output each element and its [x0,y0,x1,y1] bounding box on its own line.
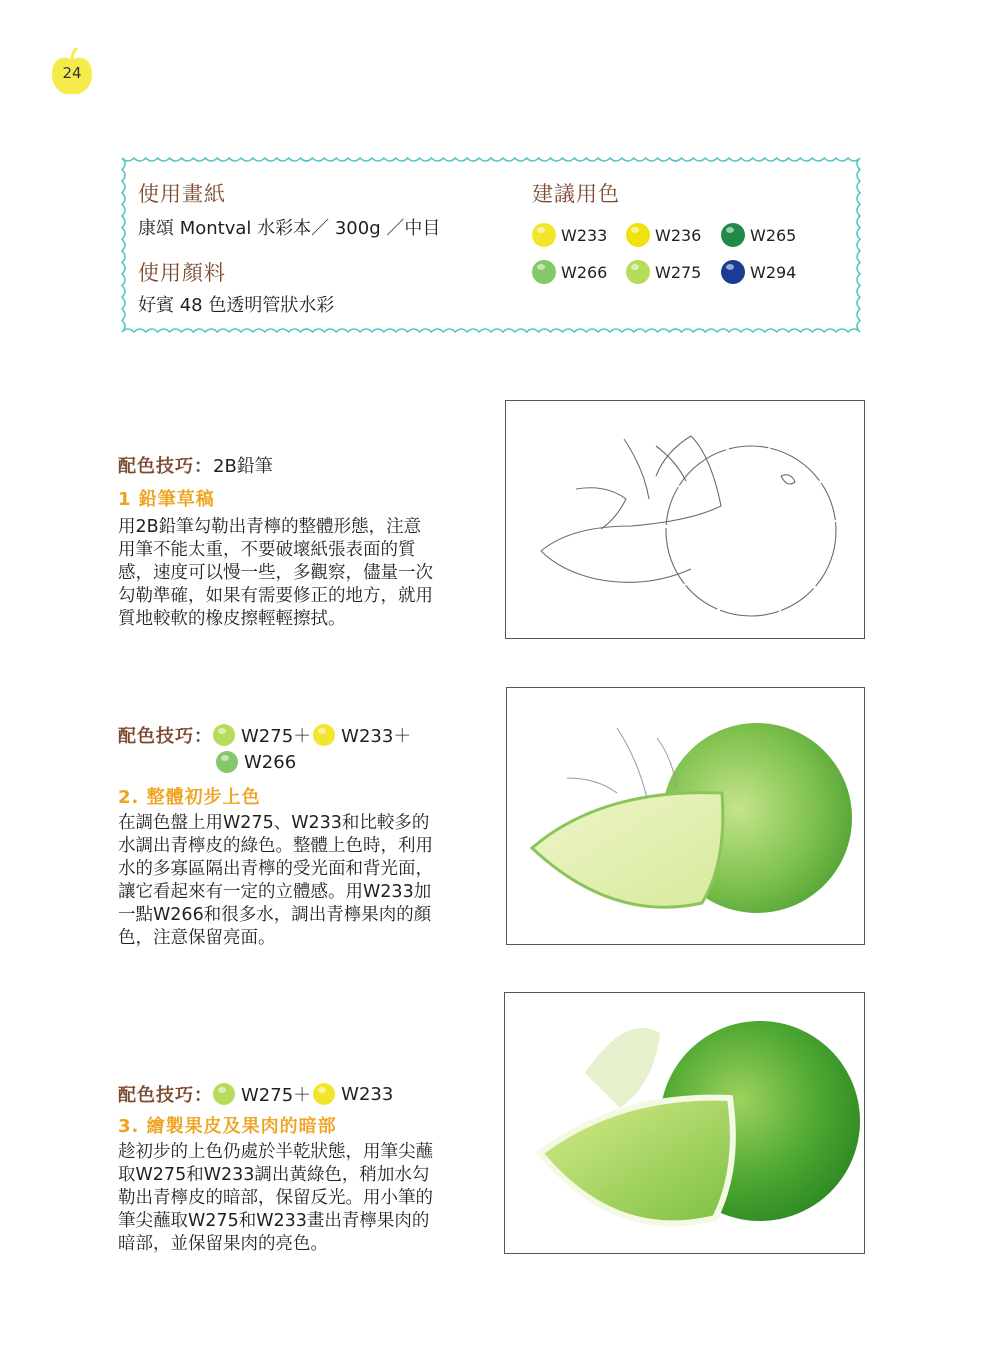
paint-dot-w233 [313,1083,335,1105]
paint-dot-w275 [213,1083,235,1105]
color-tip-1: 配色技巧： 2B鉛筆 [118,456,273,477]
step-2-text: 在調色盤上用W275、W233和比較多的 水調出青檸皮的綠色。整體上色時，利用 水的多寡區隔出青檸的受光面和背光面， 讓它看起來有一定的立體感。用W233加 一點W266和很多水，調出青檸果肉的顏 色，注意保留亮面。 [118,813,433,948]
color-tip-2-cont: W266 [216,751,296,773]
pencil-sketch-image [505,400,865,639]
materials-box [118,154,864,336]
paint-dot [721,223,745,247]
color-tip-3: 配色技巧： W275＋ W233 [118,1083,394,1106]
step-3-text: 趁初步的上色仍處於半乾狀態，用筆尖蘸 取W275和W233調出黃綠色，稍加水勾 勒出青檸皮的暗部，保留反光。用小筆的 筆尖蘸取W275和W233畫出青檸果肉的 暗部，並保留果肉的亮色。 [118,1142,433,1254]
paint-dot [721,260,745,284]
dark-areas-image [504,992,865,1254]
color-swatch: W266 [532,260,607,284]
paint-dot [532,260,556,284]
page-number-badge [50,48,94,98]
first-color-layer-image [506,687,865,945]
paint-text: 好賓 48 色透明管狀水彩 [138,295,335,316]
paper-heading: 使用畫紙 [138,182,226,206]
paint-dot-w266 [216,751,238,773]
paint-dot [626,223,650,247]
color-swatch: W265 [721,223,796,247]
paint-dot [532,223,556,247]
color-tip-2: 配色技巧： W275＋ W233＋ [118,726,412,747]
paint-dot [626,260,650,284]
color-swatch: W233 [532,223,607,247]
colors-heading: 建議用色 [532,182,620,206]
color-swatch: W294 [721,260,796,284]
paper-text: 康頌 Montval 水彩本／ 300g ／中目 [138,218,441,239]
step-2-title: 2. 整體初步上色 [118,787,261,808]
step-1-title: 1 鉛筆草稿 [118,489,215,510]
color-swatch: W236 [626,223,701,247]
step-1-text: 用2B鉛筆勾勒出青檸的整體形態，注意 用筆不能太重，不要破壞紙張表面的質 感，速度可以慢一些，多觀察，儘量一次 勾勒準確，如果有需要修正的地方，就用 質地較軟的橡皮擦輕輕擦拭。 [118,517,433,629]
paint-dot-w233 [313,724,335,746]
color-swatch: W275 [626,260,701,284]
step-3-title: 3. 繪製果皮及果肉的暗部 [118,1116,337,1137]
page-number: 24 [62,64,82,82]
paint-dot-w275 [213,724,235,746]
paint-heading: 使用顏料 [138,261,226,285]
